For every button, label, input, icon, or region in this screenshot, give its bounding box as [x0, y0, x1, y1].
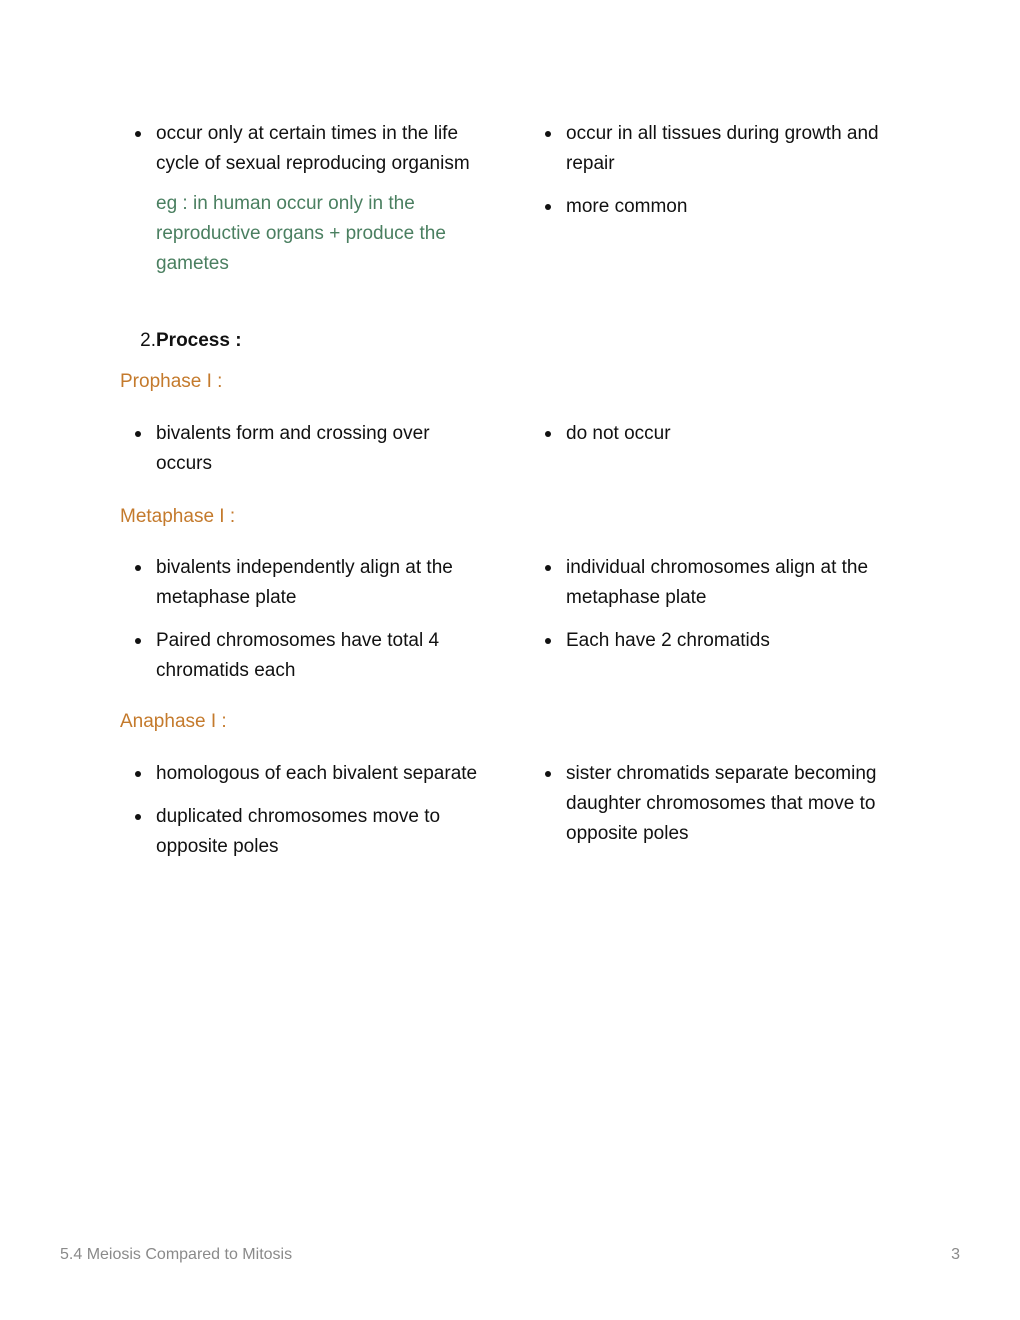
list-item: bivalents form and crossing over occurs	[120, 419, 490, 479]
mitosis-prophase-list	[530, 419, 900, 449]
prophase-row	[120, 419, 920, 492]
example-note: eg : in human occur only in the reproductive organs + produce the gametes	[156, 193, 446, 274]
meiosis-prophase-column	[120, 419, 490, 492]
list-item: more common	[530, 192, 900, 222]
list-item: homologous of each bivalent separate	[120, 759, 490, 789]
meiosis-occurrence-list	[120, 119, 490, 179]
meiosis-occurrence-column	[120, 119, 490, 279]
meiosis-anaphase-column	[120, 759, 490, 875]
anaphase-heading: Anaphase I :	[120, 711, 227, 732]
list-item: Each have 2 chromatids	[530, 626, 900, 656]
meiosis-metaphase-list	[120, 553, 490, 686]
list-item: individual chromosomes align at the metaphase plate	[530, 553, 900, 613]
meiosis-anaphase-list	[120, 759, 490, 862]
process-label-wrap	[156, 326, 242, 356]
mitosis-occurrence-list	[530, 119, 900, 222]
meiosis-prophase-list	[120, 419, 490, 479]
mitosis-occurrence-column	[530, 119, 900, 279]
metaphase-row	[120, 553, 920, 699]
list-item: do not occur	[530, 419, 900, 449]
mitosis-metaphase-list	[530, 553, 900, 656]
process-heading	[120, 326, 156, 356]
list-item: bivalents independently align at the metaphase plate	[120, 553, 490, 613]
mitosis-anaphase-list	[530, 759, 900, 849]
footer-title: 5.4 Meiosis Compared to Mitosis	[60, 1246, 293, 1263]
page-number: 3	[951, 1246, 960, 1263]
prophase-heading: Prophase I :	[120, 371, 223, 392]
list-item: sister chromatids separate becoming daughter chromosomes that move to opposite poles	[530, 759, 900, 849]
anaphase-row	[120, 759, 920, 875]
occurrence-row	[120, 119, 920, 279]
list-item: occur only at certain times in the life cycle of sexual reproducing organism	[120, 119, 490, 179]
meiosis-metaphase-column	[120, 553, 490, 699]
list-item: duplicated chromosomes move to opposite poles	[120, 802, 490, 862]
metaphase-heading: Metaphase I :	[120, 506, 236, 527]
list-item: Paired chromosomes have total 4 chromatids each	[120, 626, 490, 686]
mitosis-prophase-column	[530, 419, 900, 492]
list-item: occur in all tissues during growth and repair	[530, 119, 900, 179]
mitosis-anaphase-column	[530, 759, 900, 875]
process-label: Process :	[156, 330, 242, 351]
mitosis-metaphase-column	[530, 553, 900, 699]
process-number: 2.	[140, 330, 156, 351]
